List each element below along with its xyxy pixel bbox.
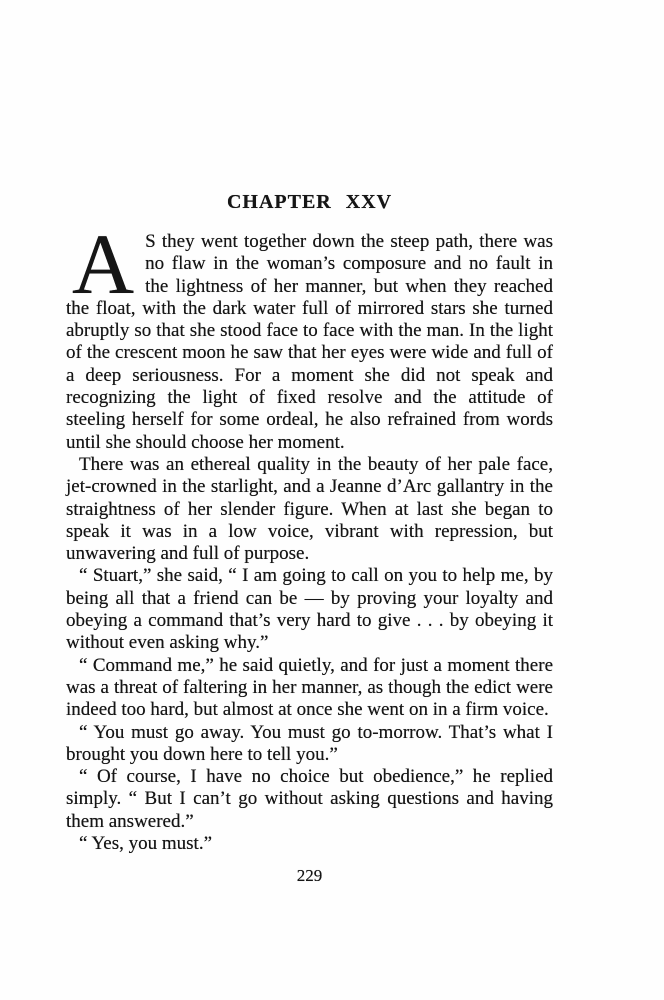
paragraph-text: S they went together down the steep path, there was no flaw in the woman’s composure and no fault in the lightness of her manner, but when they reached the float, with the dark water full of mirrored stars she turned abruptly so that she stood face to face with the man. In the light of the crescent moon he saw that her eyes were wide and full of a deep seriousness. For a moment she did not speak and recognizing the light of fixed resolve and the attitude of steeling herself for some ordeal, he also refrained from words until she should choose her moment. [66, 231, 553, 453]
paragraph-dialogue: “ Of course, I have no choice but obedience,” he replied simply. “ But I can’t go without asking questions and having them answered.” [66, 766, 553, 832]
paragraph: There was an ethereal quality in the beauty of her pale face, jet-crowned in the starlight, and a Jeanne d’Arc gallantry in the straightness of her slender figure. When at last she began to speak it was in a low voice, vibrant with repression, but unwavering and full of purpose. [66, 453, 553, 565]
paragraph-opening [66, 216, 553, 454]
paragraph-dialogue: “ Command me,” he said quietly, and for just a moment there was a threat of faltering in her manner, as though the edict were indeed too hard, but almost at once she went on in a firm voice. [66, 654, 553, 721]
paragraph-dialogue: “ Yes, you must.” [79, 833, 213, 855]
drop-cap-letter: A [72, 216, 135, 312]
chapter-heading: CHAPTER XXV [226, 191, 393, 213]
text-block [66, 216, 553, 855]
paragraph-dialogue: “ You must go away. You must go to-morrow. That’s what I brought you down here to tell you.” [66, 721, 553, 765]
page-number: 229 [296, 866, 323, 885]
paragraph-dialogue: “ Stuart,” she said, “ I am going to call on you to help me, by being all that a friend can be — by proving your loyalty and obeying a command that’s very hard to give . . . by obeying it without even asking why.” [66, 565, 553, 654]
